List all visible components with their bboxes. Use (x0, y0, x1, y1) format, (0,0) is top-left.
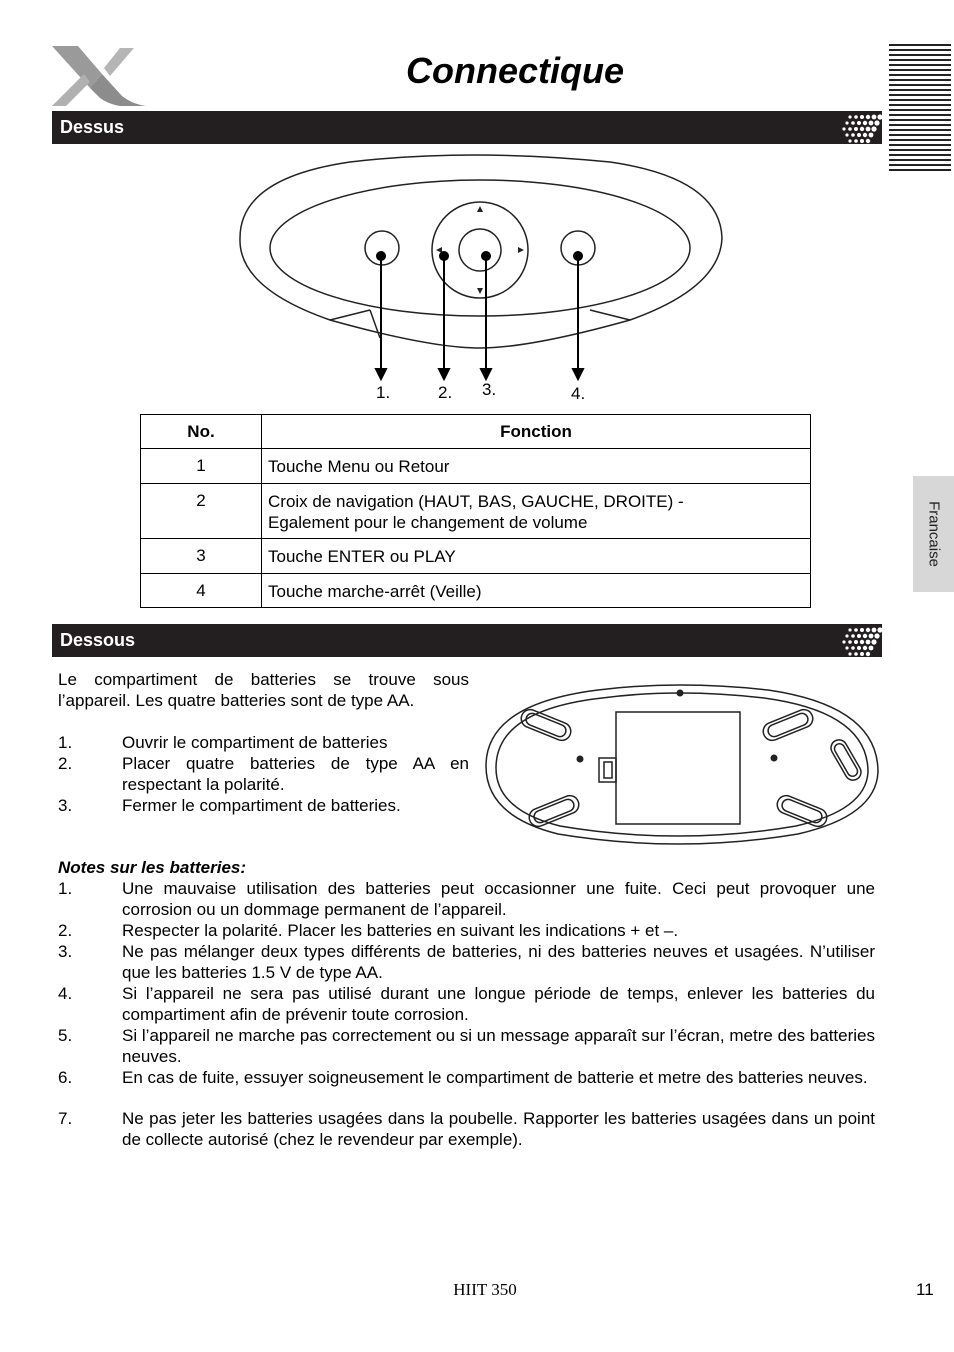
list-item-text: Ne pas mélanger deux types différents de batteries, ni des batteries neuves et usagées. N’utiliser que les batteries 1.5 V de type AA. (122, 942, 875, 982)
row-function-line: Touche ENTER ou PLAY (268, 547, 456, 566)
list-item (58, 753, 469, 795)
list-item-text: Respecter la polarité. Placer les batteries en suivant les indications + et –. (122, 921, 679, 940)
list-item-number: 7. (58, 1109, 73, 1128)
battery-intro: Le compartiment de batteries se trouve sous l’appareil. Les quatre batteries sont de type AA. (58, 670, 469, 710)
row-function-line: Touche marche-arrêt (Veille) (268, 582, 482, 601)
row-number: 3 (141, 539, 262, 574)
device-bottom-diagram (478, 676, 882, 848)
callout-label-1: 1. (376, 383, 391, 402)
list-item (58, 878, 875, 920)
list-item-text: Ouvrir le compartiment de batteries (122, 733, 388, 752)
column-header-fonction: Fonction (262, 415, 811, 449)
halftone-dots-icon (840, 111, 884, 144)
row-function (262, 574, 811, 608)
list-item (58, 983, 875, 1025)
row-number: 4 (141, 574, 262, 608)
list-item (58, 941, 875, 983)
column-header-no: No. (141, 415, 262, 449)
list-item-text: Placer quatre batteries de type AA en respectant la polarité. (122, 754, 469, 794)
list-item-number: 1. (58, 733, 73, 752)
section-header-dessus: Dessus (52, 111, 882, 144)
list-item-number: 6. (58, 1068, 73, 1087)
table-row (141, 574, 811, 608)
language-tab-label: Francaise (925, 501, 942, 567)
list-item (58, 1025, 875, 1067)
list-item (58, 1067, 875, 1109)
footer-model: HIIT 350 (453, 1280, 517, 1299)
callout-label-2: 2. (438, 383, 453, 402)
list-item-text: Si l’appareil ne sera pas utilisé durant une longue période de temps, enlever les batteries du compartiment afin de prévenir toute corrosion. (122, 984, 875, 1024)
list-item (58, 795, 469, 816)
row-function (262, 449, 811, 484)
row-function-line: Touche Menu ou Retour (268, 457, 450, 476)
halftone-dots-icon (840, 624, 884, 657)
list-item (58, 920, 875, 941)
list-item-text: Si l’appareil ne marche pas correctement ou si un message apparaît sur l’écran, metre des batteries neuves. (122, 1026, 875, 1066)
list-item (58, 1108, 875, 1150)
table-row (141, 484, 811, 539)
notes-title: Notes sur les batteries: (58, 858, 247, 877)
row-function-line: Egalement pour le changement de volume (268, 513, 588, 532)
list-item-text: Ne pas jeter les batteries usagées dans la poubelle. Rapporter les batteries usagées dans un point de collecte autorisé (chez le revendeur par exemple). (122, 1109, 875, 1149)
list-item-number: 1. (58, 879, 73, 898)
callout-label-4: 4. (571, 384, 586, 403)
list-item-text: Une mauvaise utilisation des batteries peut occasionner une fuite. Ceci peut provoquer une corrosion ou un dommage permanent de l’appareil. (122, 879, 875, 919)
row-function (262, 484, 811, 539)
list-item-number: 3. (58, 796, 73, 815)
table-row (141, 539, 811, 574)
page-number: 11 (916, 1280, 934, 1299)
language-tab (913, 476, 954, 592)
table-row (141, 449, 811, 484)
row-function-line: Croix de navigation (HAUT, BAS, GAUCHE, DROITE) - (268, 492, 684, 511)
row-function (262, 539, 811, 574)
list-item-text: Fermer le compartiment de batteries. (122, 796, 401, 815)
table-header-row (141, 415, 811, 449)
list-item-number: 2. (58, 754, 73, 773)
function-table (140, 414, 811, 608)
list-item-number: 5. (58, 1026, 73, 1045)
horizontal-stripes-icon (889, 44, 951, 172)
list-item-text: En cas de fuite, essuyer soigneusement le compartiment de batterie et metre des batteries neuves. (122, 1068, 868, 1087)
list-item (58, 732, 469, 753)
page-title: Connectique (405, 50, 624, 91)
section-header-dessous: Dessous (52, 624, 882, 657)
list-item-number: 2. (58, 921, 73, 940)
row-number: 1 (141, 449, 262, 484)
callout-label-3: 3. (482, 380, 497, 399)
callout-lines (360, 245, 600, 385)
row-number: 2 (141, 484, 262, 539)
list-item-number: 4. (58, 984, 73, 1003)
list-item-number: 3. (58, 942, 73, 961)
